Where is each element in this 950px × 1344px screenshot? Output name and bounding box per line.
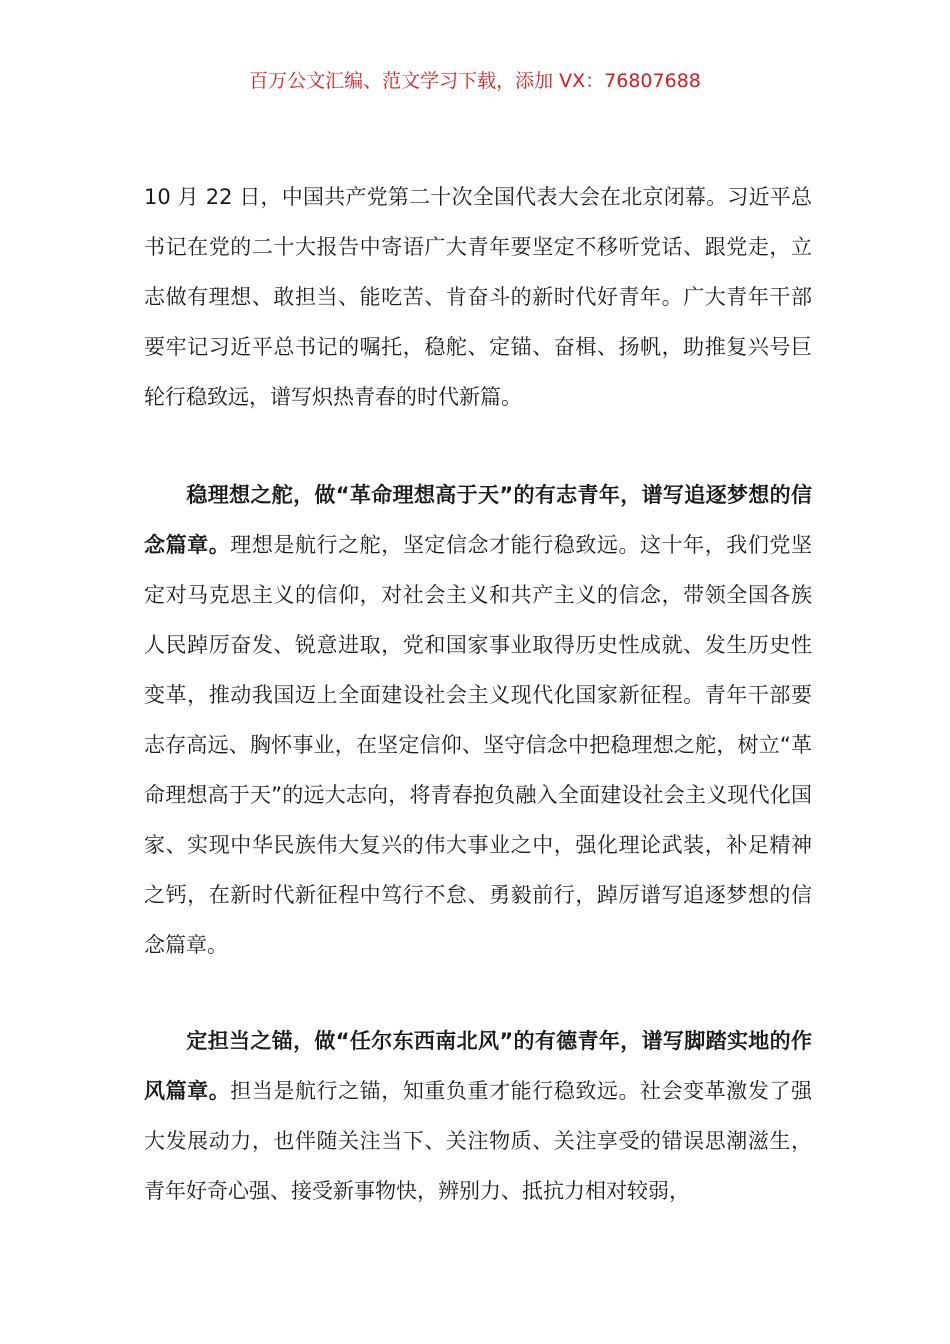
paragraph-text: 10 月 22 日，中国共产党第二十次全国代表大会在北京闭幕。习近平总书记在党的二十大报告中寄语广大青年要坚定不移听党话、跟党走，立志做有理想、敢担当、能吃苦、肯奋斗的新时代好青年。广大青年干部要牢记习近平总书记的嘱托，稳舵、定锚、奋楫、扬帆，助推复兴号巨轮行稳致远，谱写炽热青春的时代新篇。 [144, 185, 812, 409]
paragraph-text: 担当是航行之锚，知重负重才能行稳致远。社会变革激发了强大发展动力，也伴随关注当下、关注物质、关注享受的错误思潮滋生，青年好奇心强、接受新事物快，辨别力、抵抗力相对较弱， [144, 1079, 813, 1203]
paragraph-text: 理想是航行之舵，坚定信念才能行稳致远。这十年，我们党坚定对马克思主义的信仰，对社会主义和共产主义的信念，带领全国各族人民踔厉奋发、锐意进取，党和国家事业取得历史性成就、发生历史性变革，推动我国迈上全面建设社会主义现代化国家新征程。青年干部要志存高远、胸怀事业，在坚定信仰、坚守信念中把稳理想之舵，树立“革命理想高于天”的远大志向，将青春抱负融入全面建设社会主义现代化国家、实现中华民族伟大复兴的伟大事业之中，强化理论武装，补足精神之钙，在新时代新征程中笃行不怠、勇毅前行，踔厉谱写追逐梦想的信念篇章。 [144, 533, 813, 957]
section-paragraph-ideal [144, 470, 812, 970]
paragraph-lead-heading: 定担当之锚，做“任尔东西南北风”的有德青年，谱写脚踏实地的作风篇章。 [144, 1029, 812, 1103]
intro-paragraph [144, 172, 812, 422]
header-watermark-note: 百万公文汇编、范文学习下载，添加 VX：76807688 [249, 70, 701, 92]
paragraph-lead-heading: 稳理想之舵，做“革命理想高于天”的有志青年，谱写追逐梦想的信念篇章。 [144, 483, 812, 557]
section-paragraph-responsibility [144, 1016, 812, 1216]
